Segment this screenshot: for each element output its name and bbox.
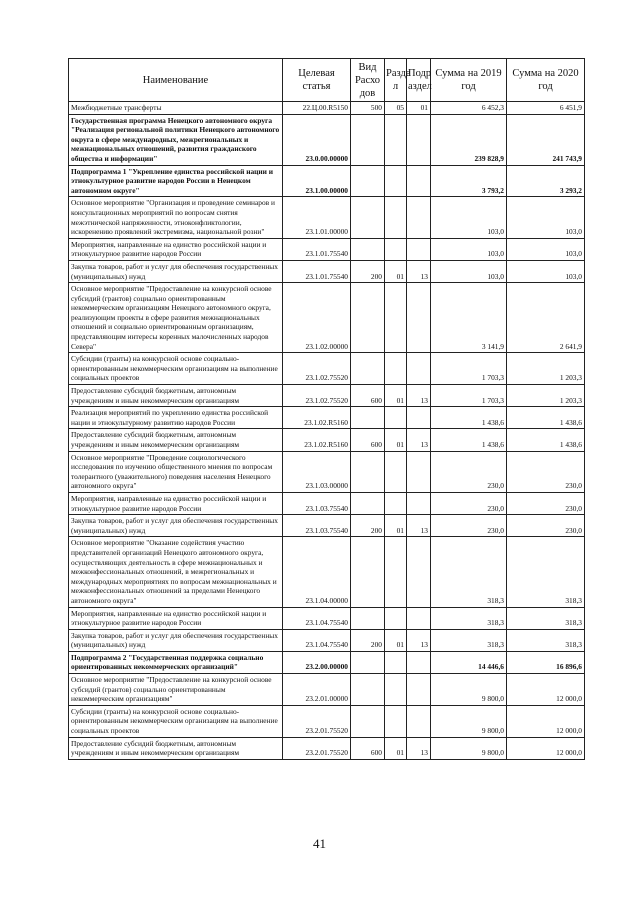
row-sum-2020: 103,0 <box>507 260 585 282</box>
row-name: Субсидии (гранты) на конкурсной основе социально-ориентированным некоммерческим организациям на выполнение социальных проектов <box>69 705 283 737</box>
row-sum-2020: 318,3 <box>507 537 585 607</box>
row-target-article: 23.1.02.75520 <box>283 385 351 407</box>
row-subsection: 13 <box>407 515 431 537</box>
row-name: Государственная программа Ненецкого автономного округа "Реализация региональной политики Ненецкого автономного округа в сфере международных, межрегиональных и межнациональных отношений, развития гражданского общества и информации" <box>69 114 283 165</box>
row-target-article: 23.1.01.75540 <box>283 238 351 260</box>
row-expense-type <box>351 407 385 429</box>
row-sum-2020: 16 896,6 <box>507 651 585 673</box>
row-section: 01 <box>385 629 407 651</box>
row-target-article: 23.1.02.75520 <box>283 353 351 385</box>
table-row <box>69 737 585 759</box>
row-target-article: 23.1.02.00000 <box>283 283 351 353</box>
row-expense-type <box>351 705 385 737</box>
row-sum-2019: 6 452,3 <box>431 102 507 115</box>
row-sum-2019: 318,3 <box>431 629 507 651</box>
row-section <box>385 283 407 353</box>
row-name: Межбюджетные трансферты <box>69 102 283 115</box>
row-name: Подпрограмма 2 "Государственная поддержка социально ориентированных некоммерческих организаций" <box>69 651 283 673</box>
row-name: Предоставление субсидий бюджетным, автономным учреждениям и иным некоммерческим организациям <box>69 737 283 759</box>
row-section: 05 <box>385 102 407 115</box>
row-expense-type <box>351 197 385 238</box>
table-header-row <box>69 59 585 102</box>
row-name: Основное мероприятие "Предоставление на конкурсной основе субсидий (грантов) социально ориентированным некоммерческим организациям" <box>69 674 283 706</box>
row-section: 01 <box>385 429 407 451</box>
table-row <box>69 238 585 260</box>
table-row <box>69 102 585 115</box>
row-sum-2019: 3 793,2 <box>431 165 507 197</box>
row-name: Закупка товаров, работ и услуг для обеспечения государственных (муниципальных) нужд <box>69 629 283 651</box>
header-target-article: Целевая статья <box>283 59 351 102</box>
row-section <box>385 197 407 238</box>
row-target-article: 23.1.01.75540 <box>283 260 351 282</box>
row-sum-2020: 3 293,2 <box>507 165 585 197</box>
row-subsection <box>407 114 431 165</box>
row-expense-type: 500 <box>351 102 385 115</box>
row-subsection <box>407 407 431 429</box>
row-sum-2020: 12 000,0 <box>507 737 585 759</box>
row-name: Основное мероприятие "Оказание содействия участию представителей организаций Ненецкого автономного округа, осуществляющих деятельность в сфере межнациональных и межконфессиональных отношений, в межрегиональных и международных мероприятиях по вопросам межнациональных и межконфессиональных отношений за пределами Ненецкого автономного округа" <box>69 537 283 607</box>
header-subsection: Подр аздел <box>407 59 431 102</box>
row-target-article: 22.Ц.00.R5150 <box>283 102 351 115</box>
row-sum-2019: 9 800,0 <box>431 674 507 706</box>
row-sum-2019: 318,3 <box>431 537 507 607</box>
row-section <box>385 607 407 629</box>
row-expense-type: 200 <box>351 629 385 651</box>
row-expense-type <box>351 537 385 607</box>
table-row <box>69 451 585 492</box>
row-expense-type: 200 <box>351 515 385 537</box>
row-expense-type <box>351 651 385 673</box>
row-name: Предоставление субсидий бюджетным, автономным учреждениям и иным некоммерческим организациям <box>69 385 283 407</box>
row-target-article: 23.1.01.00000 <box>283 197 351 238</box>
table-row <box>69 492 585 514</box>
row-expense-type <box>351 165 385 197</box>
row-sum-2019: 230,0 <box>431 515 507 537</box>
table-row <box>69 197 585 238</box>
row-sum-2020: 12 000,0 <box>507 674 585 706</box>
row-subsection <box>407 451 431 492</box>
row-target-article: 23.2.01.75520 <box>283 737 351 759</box>
row-sum-2019: 1 703,3 <box>431 385 507 407</box>
table-row <box>69 283 585 353</box>
row-target-article: 23.1.00.00000 <box>283 165 351 197</box>
row-name: Предоставление субсидий бюджетным, автономным учреждениям и иным некоммерческим организациям <box>69 429 283 451</box>
row-subsection: 13 <box>407 385 431 407</box>
table-row <box>69 674 585 706</box>
row-name: Основное мероприятие "Организация и проведение семинаров и консультационных мероприятий по вопросам снятия межэтнической напряженности, этноконфликтологии, искоренению проявлений экстремизма, национальной розни" <box>69 197 283 238</box>
row-sum-2020: 1 438,6 <box>507 429 585 451</box>
row-name: Основное мероприятие "Предоставление на конкурсной основе субсидий (грантов) социально ориентированным некоммерческим организациям Ненецкого автономного округа, реализующим проекты в сфере развития межнациональных отношений и социально ориентированным организациям, представляющим интересы коренных малочисленных народов Севера" <box>69 283 283 353</box>
row-sum-2019: 14 446,6 <box>431 651 507 673</box>
row-name: Закупка товаров, работ и услуг для обеспечения государственных (муниципальных) нужд <box>69 260 283 282</box>
row-expense-type <box>351 114 385 165</box>
row-expense-type <box>351 451 385 492</box>
row-subsection: 13 <box>407 629 431 651</box>
row-target-article: 23.1.02.R5160 <box>283 429 351 451</box>
row-name: Мероприятия, направленные на единство российской нации и этнокультурное развитие народов России <box>69 607 283 629</box>
page-number: 41 <box>313 836 326 851</box>
row-section <box>385 407 407 429</box>
row-sum-2020: 2 641,9 <box>507 283 585 353</box>
row-name: Мероприятия, направленные на единство российской нации и этнокультурное развитие народов России <box>69 492 283 514</box>
row-section <box>385 114 407 165</box>
table-row <box>69 607 585 629</box>
row-expense-type <box>351 238 385 260</box>
row-sum-2019: 103,0 <box>431 260 507 282</box>
row-sum-2019: 3 141,9 <box>431 283 507 353</box>
header-sum-2020: Сумма на 2020 год <box>507 59 585 102</box>
row-subsection <box>407 537 431 607</box>
row-subsection: 13 <box>407 737 431 759</box>
table-row <box>69 515 585 537</box>
table-row <box>69 353 585 385</box>
row-expense-type <box>351 674 385 706</box>
row-subsection <box>407 651 431 673</box>
row-section: 01 <box>385 515 407 537</box>
table-row <box>69 537 585 607</box>
table-row <box>69 407 585 429</box>
row-name: Субсидии (гранты) на конкурсной основе социально-ориентированным некоммерческим организациям на выполнение социальных проектов <box>69 353 283 385</box>
header-sum-2019: Сумма на 2019 год <box>431 59 507 102</box>
row-target-article: 23.1.04.00000 <box>283 537 351 607</box>
row-expense-type: 600 <box>351 429 385 451</box>
header-expense-type: Вид Расхо дов <box>351 59 385 102</box>
table-row <box>69 629 585 651</box>
row-section <box>385 451 407 492</box>
row-sum-2020: 103,0 <box>507 238 585 260</box>
table-row <box>69 705 585 737</box>
row-section <box>385 238 407 260</box>
row-section <box>385 705 407 737</box>
row-sum-2020: 241 743,9 <box>507 114 585 165</box>
row-expense-type <box>351 283 385 353</box>
row-name: Основное мероприятие "Проведение социологического исследования по изучению общественного мнения по вопросам толерантного (уважительного) поведения населения Ненецкого автономного округа" <box>69 451 283 492</box>
row-subsection <box>407 492 431 514</box>
row-expense-type: 200 <box>351 260 385 282</box>
row-subsection: 01 <box>407 102 431 115</box>
row-subsection <box>407 705 431 737</box>
row-target-article: 23.2.01.00000 <box>283 674 351 706</box>
row-section <box>385 651 407 673</box>
row-sum-2020: 1 438,6 <box>507 407 585 429</box>
row-section: 01 <box>385 385 407 407</box>
budget-table <box>68 58 585 760</box>
row-name: Подпрограмма 1 "Укрепление единства российской нации и этнокультурное развитие народов России в Ненецком автономном округе" <box>69 165 283 197</box>
row-sum-2020: 230,0 <box>507 515 585 537</box>
row-section: 01 <box>385 737 407 759</box>
row-sum-2019: 318,3 <box>431 607 507 629</box>
row-sum-2019: 9 800,0 <box>431 705 507 737</box>
table-row <box>69 165 585 197</box>
row-sum-2019: 103,0 <box>431 238 507 260</box>
row-sum-2019: 1 703,3 <box>431 353 507 385</box>
row-sum-2020: 1 203,3 <box>507 385 585 407</box>
row-sum-2020: 1 203,3 <box>507 353 585 385</box>
header-name: Наименование <box>69 59 283 102</box>
row-section <box>385 537 407 607</box>
row-sum-2020: 318,3 <box>507 629 585 651</box>
row-sum-2020: 318,3 <box>507 607 585 629</box>
row-sum-2020: 230,0 <box>507 492 585 514</box>
row-expense-type <box>351 353 385 385</box>
table-row <box>69 385 585 407</box>
row-subsection: 13 <box>407 429 431 451</box>
header-section: Разде л <box>385 59 407 102</box>
row-sum-2019: 1 438,6 <box>431 429 507 451</box>
row-subsection <box>407 353 431 385</box>
row-section <box>385 353 407 385</box>
row-target-article: 23.1.03.75540 <box>283 492 351 514</box>
row-name: Закупка товаров, работ и услуг для обеспечения государственных (муниципальных) нужд <box>69 515 283 537</box>
row-sum-2020: 12 000,0 <box>507 705 585 737</box>
row-sum-2019: 1 438,6 <box>431 407 507 429</box>
row-subsection <box>407 674 431 706</box>
row-target-article: 23.1.03.75540 <box>283 515 351 537</box>
row-section <box>385 674 407 706</box>
row-subsection: 13 <box>407 260 431 282</box>
row-subsection <box>407 238 431 260</box>
row-sum-2020: 230,0 <box>507 451 585 492</box>
row-section <box>385 492 407 514</box>
row-target-article: 23.1.02.R5160 <box>283 407 351 429</box>
row-target-article: 23.0.00.00000 <box>283 114 351 165</box>
row-target-article: 23.1.04.75540 <box>283 629 351 651</box>
row-sum-2019: 230,0 <box>431 492 507 514</box>
row-name: Мероприятия, направленные на единство российской нации и этнокультурное развитие народов России <box>69 238 283 260</box>
table-row <box>69 260 585 282</box>
table-row <box>69 651 585 673</box>
row-subsection <box>407 607 431 629</box>
row-target-article: 23.2.01.75520 <box>283 705 351 737</box>
row-sum-2020: 6 451,9 <box>507 102 585 115</box>
table-row <box>69 114 585 165</box>
table-row <box>69 429 585 451</box>
row-expense-type <box>351 607 385 629</box>
row-target-article: 23.1.04.75540 <box>283 607 351 629</box>
row-expense-type: 600 <box>351 737 385 759</box>
row-name: Реализация мероприятий по укреплению единства российской нации и этнокультурному развитию народов России <box>69 407 283 429</box>
row-target-article: 23.1.03.00000 <box>283 451 351 492</box>
row-expense-type <box>351 492 385 514</box>
row-sum-2019: 9 800,0 <box>431 737 507 759</box>
row-subsection <box>407 283 431 353</box>
row-target-article: 23.2.00.00000 <box>283 651 351 673</box>
row-subsection <box>407 165 431 197</box>
row-section: 01 <box>385 260 407 282</box>
row-sum-2019: 103,0 <box>431 197 507 238</box>
row-subsection <box>407 197 431 238</box>
row-expense-type: 600 <box>351 385 385 407</box>
row-sum-2020: 103,0 <box>507 197 585 238</box>
row-sum-2019: 239 828,9 <box>431 114 507 165</box>
table-body <box>69 102 585 760</box>
row-section <box>385 165 407 197</box>
row-sum-2019: 230,0 <box>431 451 507 492</box>
